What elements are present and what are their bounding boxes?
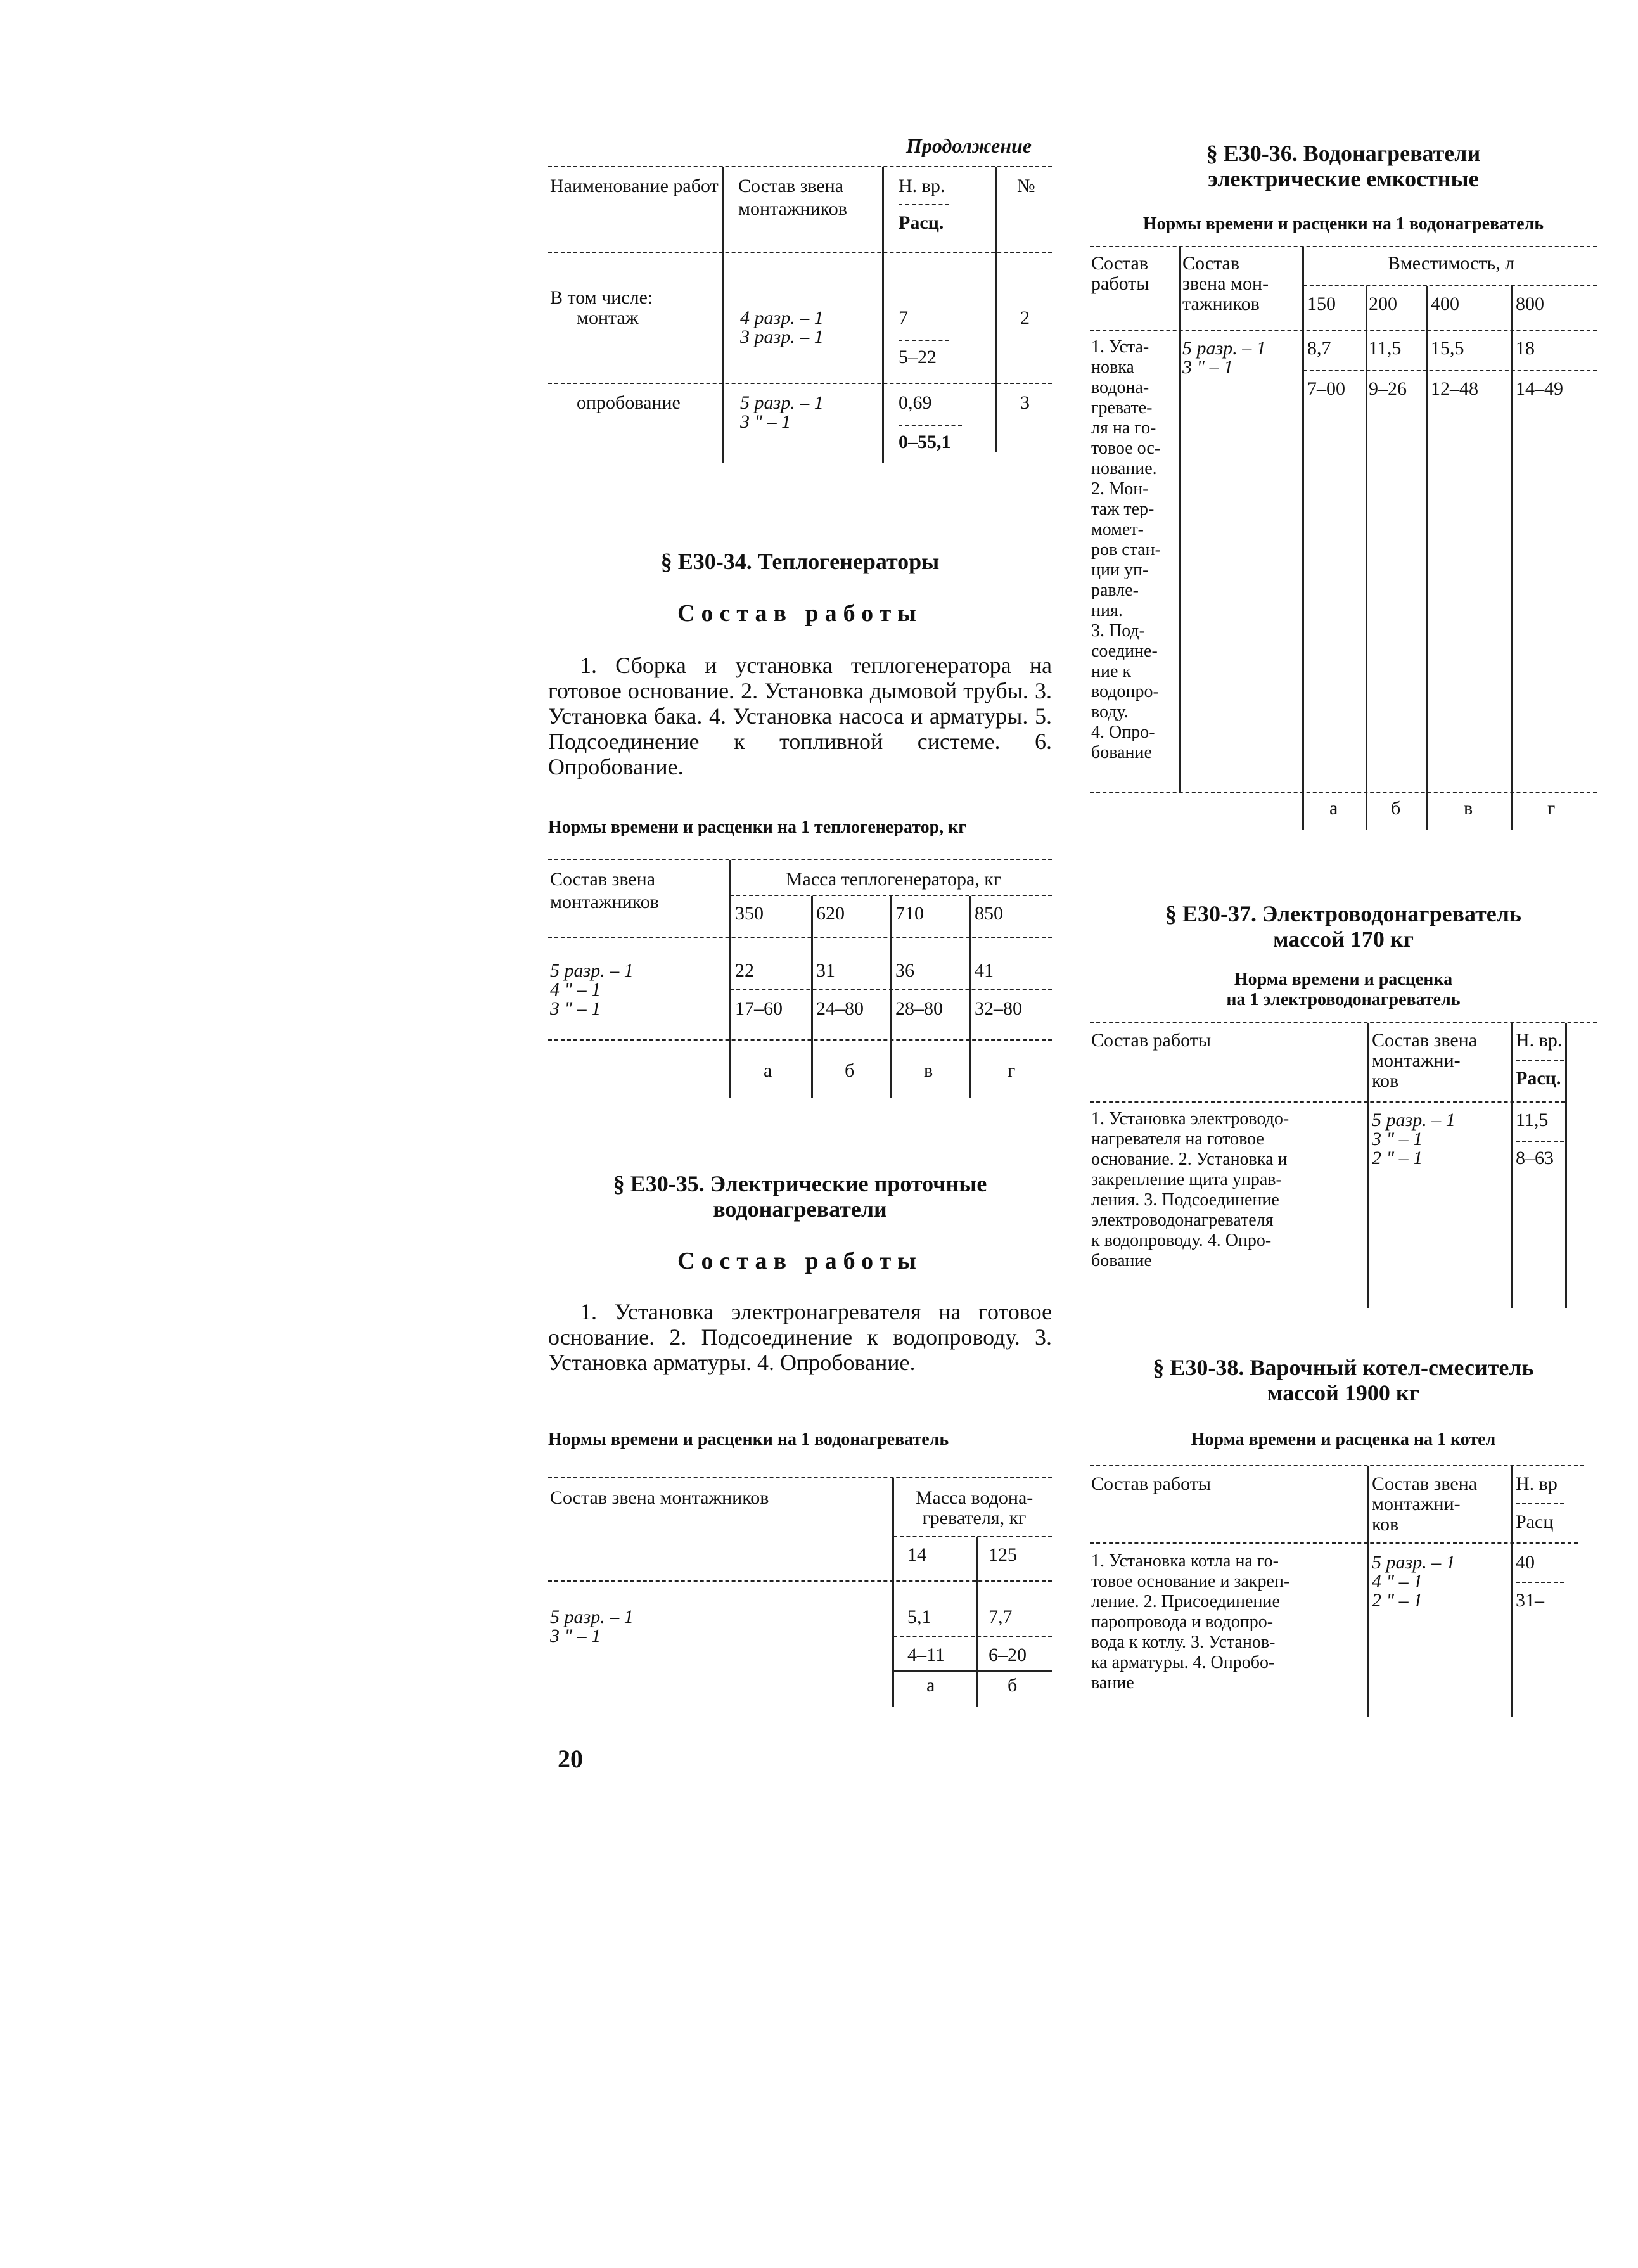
work-line: ров стан- bbox=[1091, 540, 1161, 560]
volume-header: 150 bbox=[1307, 293, 1336, 314]
table-rule bbox=[548, 383, 1052, 384]
table-rule bbox=[548, 1580, 1052, 1582]
header-rasc: Расц. bbox=[1516, 1068, 1561, 1089]
table-rule bbox=[1303, 285, 1597, 286]
table-rule bbox=[1090, 792, 1597, 793]
work-line: бование bbox=[1091, 1251, 1152, 1271]
header-nvr: Н. вр. bbox=[1516, 1030, 1563, 1051]
nvr-value: 31 bbox=[816, 960, 835, 981]
table-rule bbox=[1303, 370, 1597, 371]
section-title-e30-35-line2: водонагреватели bbox=[713, 1196, 887, 1222]
work-line: ние к bbox=[1091, 662, 1131, 681]
value-divider bbox=[899, 425, 962, 426]
rasc-value: 24–80 bbox=[816, 998, 864, 1019]
volume-header: 800 bbox=[1516, 293, 1544, 314]
col-divider bbox=[1511, 286, 1513, 830]
section-title-e30-35: § Е30-35. Электрические проточные bbox=[613, 1171, 987, 1196]
table-caption-line2: на 1 электроводонагреватель bbox=[1226, 990, 1461, 1009]
table-rule bbox=[548, 937, 1052, 938]
table-caption: Нормы времени и расценки на 1 теплогенератор, кг bbox=[548, 817, 966, 837]
group-header-line2: гревателя, кг bbox=[922, 1508, 1027, 1528]
work-line: гревате- bbox=[1091, 398, 1153, 418]
work-heading: Состав работы bbox=[677, 600, 923, 627]
col-divider bbox=[976, 1537, 978, 1707]
rasc-value: 8–63 bbox=[1516, 1148, 1554, 1169]
rasc-value: 6–20 bbox=[989, 1644, 1027, 1665]
work-line: 2. Мон- bbox=[1091, 479, 1149, 499]
work-line: паропровода и водопро- bbox=[1091, 1612, 1274, 1632]
header-crew: звена мон- bbox=[1182, 273, 1269, 294]
work-line: 1. Уста- bbox=[1091, 337, 1149, 357]
table-rule bbox=[1090, 1542, 1578, 1544]
crew-line: 3 " – 1 bbox=[1182, 357, 1234, 378]
header-crew: Состав звена bbox=[1372, 1473, 1478, 1494]
nvr-value: 18 bbox=[1516, 338, 1535, 359]
header-crew: Состав звена монтажников bbox=[550, 1487, 769, 1508]
nvr-value: 41 bbox=[975, 960, 994, 981]
table-rule bbox=[1090, 1022, 1597, 1023]
column-letter: б bbox=[845, 1060, 855, 1081]
table-rule bbox=[1090, 330, 1597, 331]
col-divider bbox=[1367, 1466, 1369, 1717]
work-line: ции уп- bbox=[1091, 560, 1149, 580]
table-rule bbox=[548, 252, 1052, 253]
table-rule bbox=[1090, 1101, 1565, 1103]
header-divider bbox=[1516, 1503, 1564, 1504]
col-divider bbox=[722, 167, 724, 463]
work-line: ка арматуры. 4. Опробо- bbox=[1091, 1653, 1275, 1672]
crew-line: 3 " – 1 bbox=[1372, 1129, 1423, 1150]
col-divider bbox=[882, 167, 884, 463]
work-line: вода к котлу. 3. Установ- bbox=[1091, 1632, 1276, 1652]
work-line: закрепление щита управ- bbox=[1091, 1170, 1282, 1189]
col-divider bbox=[1511, 1023, 1513, 1308]
row-label: опробование bbox=[577, 392, 681, 413]
header-work: работы bbox=[1091, 273, 1149, 294]
col-divider bbox=[1367, 1023, 1369, 1308]
rasc-value: 14–49 bbox=[1516, 378, 1563, 399]
table-rule bbox=[548, 859, 1052, 860]
work-description bbox=[1091, 1109, 1364, 1271]
header-work: Состав bbox=[1091, 253, 1149, 274]
nvr-value: 36 bbox=[895, 960, 914, 981]
table-rule bbox=[893, 1536, 1052, 1537]
work-description: 1. Сборка и установка теплогенератора на готовое основание. 2. Установка дымовой трубы. 3. Установка бака. 4. Установка насоса и арматуры. 5. Подсоединение к топливной системе. 6. Опробование. bbox=[548, 653, 1052, 779]
header-crew: ков bbox=[1372, 1070, 1399, 1091]
work-line: 4. Опро- bbox=[1091, 722, 1155, 742]
col-divider bbox=[1366, 286, 1367, 830]
crew-line: 5 разр. – 1 bbox=[1372, 1110, 1456, 1131]
value-divider bbox=[899, 340, 949, 341]
work-line: товое ос- bbox=[1091, 439, 1161, 458]
column-letter: а bbox=[764, 1060, 772, 1081]
nvr-value: 0,69 bbox=[899, 392, 932, 413]
column-letter: в bbox=[1464, 798, 1473, 819]
work-line: вание bbox=[1091, 1673, 1134, 1693]
work-line: 3. Под- bbox=[1091, 621, 1145, 641]
header-divider bbox=[1516, 1060, 1564, 1061]
col-divider bbox=[811, 896, 813, 1098]
table-rule bbox=[893, 1636, 1052, 1637]
header-crew: монтажни- bbox=[1372, 1494, 1461, 1515]
section-title-e30-36-line2: электрические емкостные bbox=[1208, 166, 1479, 191]
header-nvr: Н. вр. bbox=[899, 176, 945, 196]
volume-header: 400 bbox=[1431, 293, 1459, 314]
rasc-value: 0–55,1 bbox=[899, 432, 951, 452]
work-line: водопро- bbox=[1091, 682, 1159, 702]
nvr-value: 11,5 bbox=[1516, 1110, 1549, 1131]
header-crew: Состав bbox=[1182, 253, 1240, 274]
header-crew: Состав звена монтажников bbox=[738, 176, 847, 219]
table-rule bbox=[1090, 1465, 1584, 1466]
work-line: к водопроводу. 4. Опро- bbox=[1091, 1231, 1272, 1250]
column-letter: г bbox=[1008, 1060, 1016, 1081]
nvr-value: 11,5 bbox=[1369, 338, 1402, 359]
page-number: 20 bbox=[558, 1745, 583, 1773]
header-crew: Состав звена bbox=[1372, 1030, 1478, 1051]
group-header: Вместимость, л bbox=[1387, 253, 1515, 274]
header-crew: ков bbox=[1372, 1514, 1399, 1535]
work-line: момет- bbox=[1091, 520, 1144, 539]
rasc-value: 31– bbox=[1516, 1590, 1544, 1611]
table-rule bbox=[548, 1477, 1052, 1478]
header-nvr: Н. вр bbox=[1516, 1473, 1558, 1494]
rasc-value: 7–00 bbox=[1307, 378, 1345, 399]
crew-line: 3 " – 1 bbox=[550, 1625, 601, 1646]
table-caption: Нормы времени и расценки на 1 водонагреватель bbox=[548, 1430, 949, 1449]
section-title-e30-38-line2: массой 1900 кг bbox=[1267, 1380, 1420, 1406]
header-rasc: Расц. bbox=[899, 212, 944, 233]
column-letter: б bbox=[1391, 798, 1401, 819]
work-line: ля на го- bbox=[1091, 418, 1156, 438]
table-caption: Норма времени и расценка bbox=[1234, 970, 1453, 989]
nvr-value: 8,7 bbox=[1307, 338, 1331, 359]
work-line: электроводонагревателя bbox=[1091, 1210, 1274, 1230]
continuation-label: Продолжение bbox=[906, 134, 1032, 157]
col-divider bbox=[1511, 1466, 1513, 1717]
section-title-e30-37-line2: массой 170 кг bbox=[1272, 926, 1414, 952]
section-title-e30-36: § Е30-36. Водонагреватели bbox=[1206, 141, 1481, 166]
rasc-value: 32–80 bbox=[975, 998, 1022, 1019]
col-divider bbox=[892, 1478, 894, 1707]
mass-header: 125 bbox=[989, 1544, 1017, 1565]
group-header: Масса теплогенератора, кг bbox=[785, 869, 1002, 890]
col-divider bbox=[1179, 247, 1181, 792]
row-number: 3 bbox=[1020, 392, 1030, 413]
section-title-e30-38: § Е30-38. Варочный котел-смеситель bbox=[1153, 1355, 1534, 1380]
table-rule bbox=[1090, 246, 1597, 247]
table-rule bbox=[893, 1670, 1052, 1672]
work-line: 1. Установка электроводо- bbox=[1091, 1109, 1289, 1129]
header-crew: Состав звена монтажников bbox=[550, 869, 659, 913]
work-line: нование. bbox=[1091, 459, 1157, 478]
header-crew: тажников bbox=[1182, 293, 1260, 314]
crew-line: 5 разр. – 1 bbox=[550, 960, 634, 981]
work-description: 1. Установка электронагревателя на готовое основание. 2. Подсоединение к водопроводу. 3. Установка арматуры. 4. Опробование. bbox=[548, 1299, 1052, 1375]
mass-header: 620 bbox=[816, 903, 845, 924]
header-crew: монтажни- bbox=[1372, 1050, 1461, 1071]
table-rule bbox=[548, 166, 1052, 167]
col-divider bbox=[1302, 247, 1304, 830]
work-line: водона- bbox=[1091, 378, 1149, 397]
work-line: бование bbox=[1091, 743, 1152, 762]
nvr-value: 22 bbox=[735, 960, 754, 981]
group-header: Масса водона- bbox=[915, 1487, 1033, 1508]
crew-line: 4 разр. – 1 bbox=[740, 307, 824, 328]
column-letter: а bbox=[1329, 798, 1338, 819]
crew-line: 2 " – 1 bbox=[1372, 1590, 1423, 1611]
crew-line: 4 " – 1 bbox=[550, 979, 601, 1000]
nvr-value: 7 bbox=[899, 307, 908, 328]
mass-header: 350 bbox=[735, 903, 764, 924]
work-line: воду. bbox=[1091, 702, 1129, 722]
rasc-value: 28–80 bbox=[895, 998, 943, 1019]
mass-header: 14 bbox=[907, 1544, 926, 1565]
row-label: монтаж bbox=[577, 307, 639, 328]
crew-line: 5 разр. – 1 bbox=[740, 392, 824, 413]
mass-header: 850 bbox=[975, 903, 1003, 924]
work-line: нагревателя на готовое bbox=[1091, 1129, 1264, 1149]
crew-line: 5 разр. – 1 bbox=[1372, 1552, 1456, 1573]
value-divider bbox=[1516, 1582, 1564, 1583]
work-line: основание. 2. Установка и bbox=[1091, 1150, 1288, 1169]
work-description bbox=[1091, 1551, 1364, 1693]
col-divider bbox=[969, 896, 971, 1098]
work-line: ления. 3. Подсоединение bbox=[1091, 1190, 1279, 1210]
work-line: таж тер- bbox=[1091, 499, 1155, 519]
work-line: ния. bbox=[1091, 601, 1123, 620]
nvr-value: 40 bbox=[1516, 1552, 1535, 1573]
column-letter: а bbox=[926, 1675, 935, 1696]
header-rasc: Расц bbox=[1516, 1511, 1554, 1532]
rasc-value: 9–26 bbox=[1369, 378, 1407, 399]
row-label: В том числе: bbox=[550, 287, 653, 308]
value-divider bbox=[1516, 1141, 1564, 1142]
work-line: новка bbox=[1091, 357, 1134, 377]
col-divider bbox=[995, 167, 997, 452]
mass-header: 710 bbox=[895, 903, 924, 924]
row-number: 2 bbox=[1020, 307, 1030, 328]
volume-header: 200 bbox=[1369, 293, 1397, 314]
section-title-e30-34: § Е30-34. Теплогенераторы bbox=[660, 549, 940, 574]
col-divider bbox=[890, 896, 892, 1098]
work-line: товое основание и закреп- bbox=[1091, 1572, 1290, 1591]
header-work: Состав работы bbox=[1091, 1473, 1211, 1494]
rasc-value: 4–11 bbox=[907, 1644, 945, 1665]
table-rule bbox=[548, 1039, 1052, 1041]
nvr-value: 7,7 bbox=[989, 1606, 1013, 1627]
crew-line: 5 разр. – 1 bbox=[1182, 338, 1266, 359]
nvr-value: 15,5 bbox=[1431, 338, 1464, 359]
work-line: 1. Установка котла на го- bbox=[1091, 1551, 1279, 1571]
rasc-value: 5–22 bbox=[899, 347, 937, 368]
column-letter: б bbox=[1008, 1675, 1018, 1696]
header-divider bbox=[899, 204, 949, 205]
work-heading: Состав работы bbox=[677, 1248, 923, 1274]
table-rule bbox=[730, 989, 1052, 990]
nvr-value: 5,1 bbox=[907, 1606, 931, 1627]
col-divider bbox=[1565, 1023, 1567, 1308]
crew-line: 3 " – 1 bbox=[550, 998, 601, 1019]
work-line: соедине- bbox=[1091, 641, 1158, 661]
col-divider bbox=[1426, 286, 1428, 830]
column-letter: г bbox=[1547, 798, 1556, 819]
crew-line: 2 " – 1 bbox=[1372, 1148, 1423, 1169]
crew-line: 3 " – 1 bbox=[740, 411, 791, 432]
column-letter: в bbox=[924, 1060, 933, 1081]
table-caption: Норма времени и расценка на 1 котел bbox=[1191, 1430, 1496, 1449]
rasc-value: 17–60 bbox=[735, 998, 783, 1019]
crew-line: 4 " – 1 bbox=[1372, 1571, 1423, 1592]
table-caption: Нормы времени и расценки на 1 водонагреватель bbox=[1142, 214, 1544, 234]
work-description bbox=[1091, 337, 1177, 763]
header-work-name: Наименование работ bbox=[550, 176, 719, 196]
crew-line: 3 разр. – 1 bbox=[740, 326, 824, 347]
crew-line: 5 разр. – 1 bbox=[550, 1606, 634, 1627]
header-no: № bbox=[1017, 176, 1035, 196]
work-line: ление. 2. Присоединение bbox=[1091, 1592, 1280, 1611]
rasc-value: 12–48 bbox=[1431, 378, 1478, 399]
section-title-e30-37: § Е30-37. Электроводонагреватель bbox=[1165, 901, 1521, 926]
work-line: равле- bbox=[1091, 580, 1139, 600]
header-work: Состав работы bbox=[1091, 1030, 1211, 1051]
